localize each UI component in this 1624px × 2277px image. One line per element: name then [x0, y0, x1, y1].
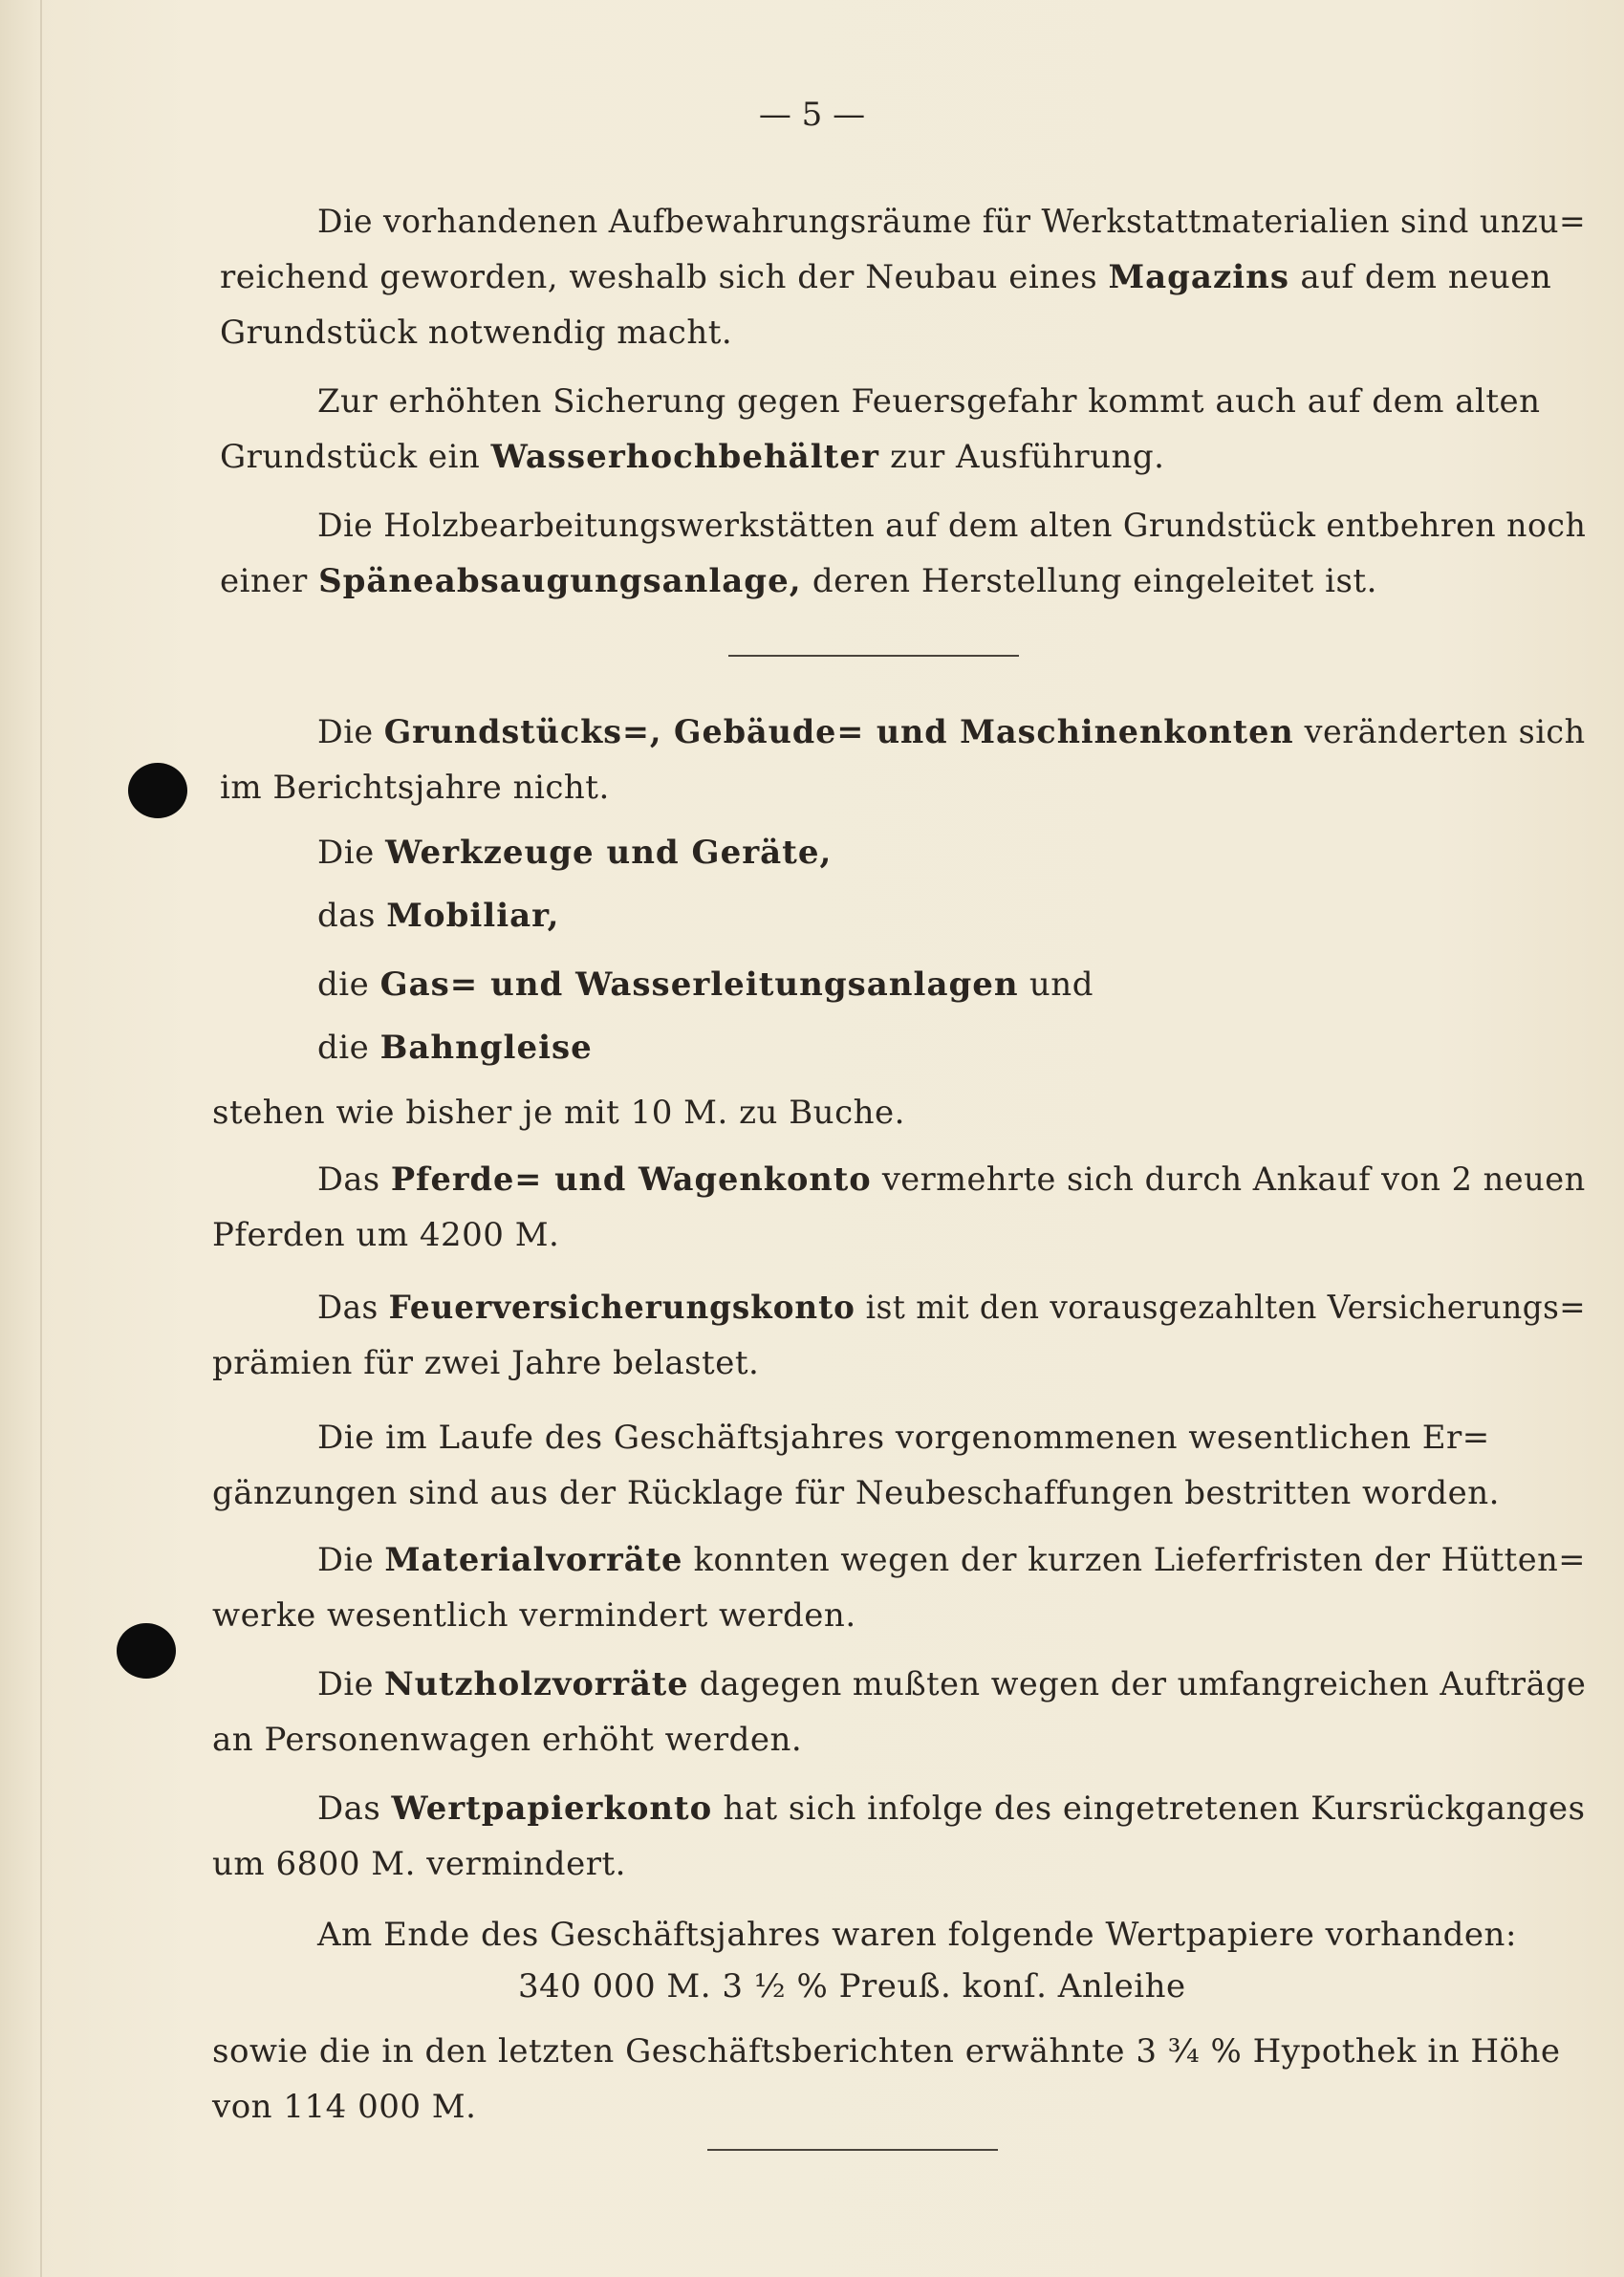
paragraph-line: Das Wertpapierkonto hat sich infolge des eingetretenen Kursrückganges	[317, 1789, 1586, 1828]
paragraph-line: gänzungen sind aus der Rücklage für Neubeschaffungen bestritten worden.	[212, 1474, 1500, 1512]
paragraph-line: an Personenwagen erhöht werden.	[212, 1721, 803, 1759]
paragraph-line: Das Pferde= und Wagenkonto vermehrte sich durch Ankauf von 2 neuen	[317, 1160, 1586, 1199]
page-number: — 5 —	[758, 96, 866, 134]
paragraph-line: Pferden um 4200 M.	[212, 1216, 560, 1254]
paragraph-line: Die Grundstücks=, Gebäude= und Maschinenkonten veränderten sich	[317, 713, 1586, 751]
emphasis-term: Wasserhochbehälter	[490, 438, 879, 476]
section-divider	[707, 2149, 998, 2151]
paragraph-line: Am Ende des Geschäftsjahres waren folgende Wertpapiere vorhanden:	[317, 1916, 1517, 1954]
paragraph-line: Die vorhandenen Aufbewahrungsräume für Werkstattmaterialien sind unzu=	[317, 203, 1587, 241]
paragraph-line: Grundstück ein Wasserhochbehälter zur Ausführung.	[220, 438, 1165, 476]
paragraph-line: reichend geworden, weshalb sich der Neubau eines Magazins auf dem neuen	[220, 258, 1552, 296]
paragraph-line: im Berichtsjahre nicht.	[220, 769, 610, 807]
emphasis-term: Gas= und Wasserleitungsanlagen	[379, 965, 1019, 1004]
emphasis-term: Grundstücks=, Gebäude= und Maschinenkonten	[383, 713, 1294, 751]
emphasis-term: Mobiliar,	[386, 897, 560, 935]
emphasis-term: Späneabsaugungsanlage,	[318, 562, 802, 600]
paragraph-line: Zur erhöhten Sicherung gegen Feuersgefahr kommt auch auf dem alten	[317, 382, 1541, 421]
page-crease	[40, 0, 42, 2277]
paragraph-line: Die Materialvorräte konnten wegen der kurzen Lieferfristen der Hütten=	[317, 1541, 1586, 1579]
section-divider	[728, 655, 1019, 657]
paragraph-line: die Bahngleise	[317, 1029, 593, 1067]
emphasis-term: Wertpapierkonto	[391, 1789, 713, 1828]
paragraph-line: Das Feuerversicherungskonto ist mit den vorausgezahlten Versicherungs=	[317, 1289, 1587, 1327]
paragraph-line: Die Holzbearbeitungswerkstätten auf dem alten Grundstück entbehren noch	[317, 507, 1587, 545]
emphasis-term: Feuerversicherungskonto	[388, 1289, 855, 1327]
paragraph-line: von 114 000 M.	[212, 2088, 477, 2126]
paragraph-line: stehen wie bisher je mit 10 M. zu Buche.	[212, 1094, 905, 1132]
emphasis-term: Werkzeuge und Geräte,	[385, 834, 833, 872]
punch-hole	[117, 1623, 176, 1679]
paragraph-line: sowie die in den letzten Geschäftsberichten erwähnte 3 ¾ % Hypothek in Höhe	[212, 2032, 1561, 2071]
paragraph-line: die Gas= und Wasserleitungsanlagen und	[317, 965, 1093, 1004]
paragraph-line: das Mobiliar,	[317, 897, 560, 935]
paragraph-line: prämien für zwei Jahre belastet.	[212, 1344, 760, 1382]
emphasis-term: Bahngleise	[379, 1029, 593, 1067]
paragraph-line: Grundstück notwendig macht.	[220, 314, 733, 352]
paragraph-line: Die Werkzeuge und Geräte,	[317, 834, 833, 872]
paragraph-line: Die Nutzholzvorräte dagegen mußten wegen der umfangreichen Aufträge	[317, 1665, 1587, 1703]
paragraph-line: einer Späneabsaugungsanlage, deren Herstellung eingeleitet ist.	[220, 562, 1377, 600]
emphasis-term: Materialvorräte	[384, 1541, 683, 1579]
emphasis-term: Pferde= und Wagenkonto	[390, 1160, 872, 1199]
paragraph-line: um 6800 M. vermindert.	[212, 1845, 626, 1883]
emphasis-term: Nutzholzvorräte	[384, 1665, 689, 1703]
punch-hole	[128, 763, 187, 818]
paragraph-line: 340 000 M. 3 ½ % Preuß. konſ. Anleihe	[518, 1967, 1186, 2006]
paragraph-line: werke wesentlich vermindert werden.	[212, 1596, 856, 1635]
emphasis-term: Magazins	[1108, 258, 1290, 296]
paragraph-line: Die im Laufe des Geschäftsjahres vorgenommenen wesentlichen Er=	[317, 1419, 1490, 1457]
